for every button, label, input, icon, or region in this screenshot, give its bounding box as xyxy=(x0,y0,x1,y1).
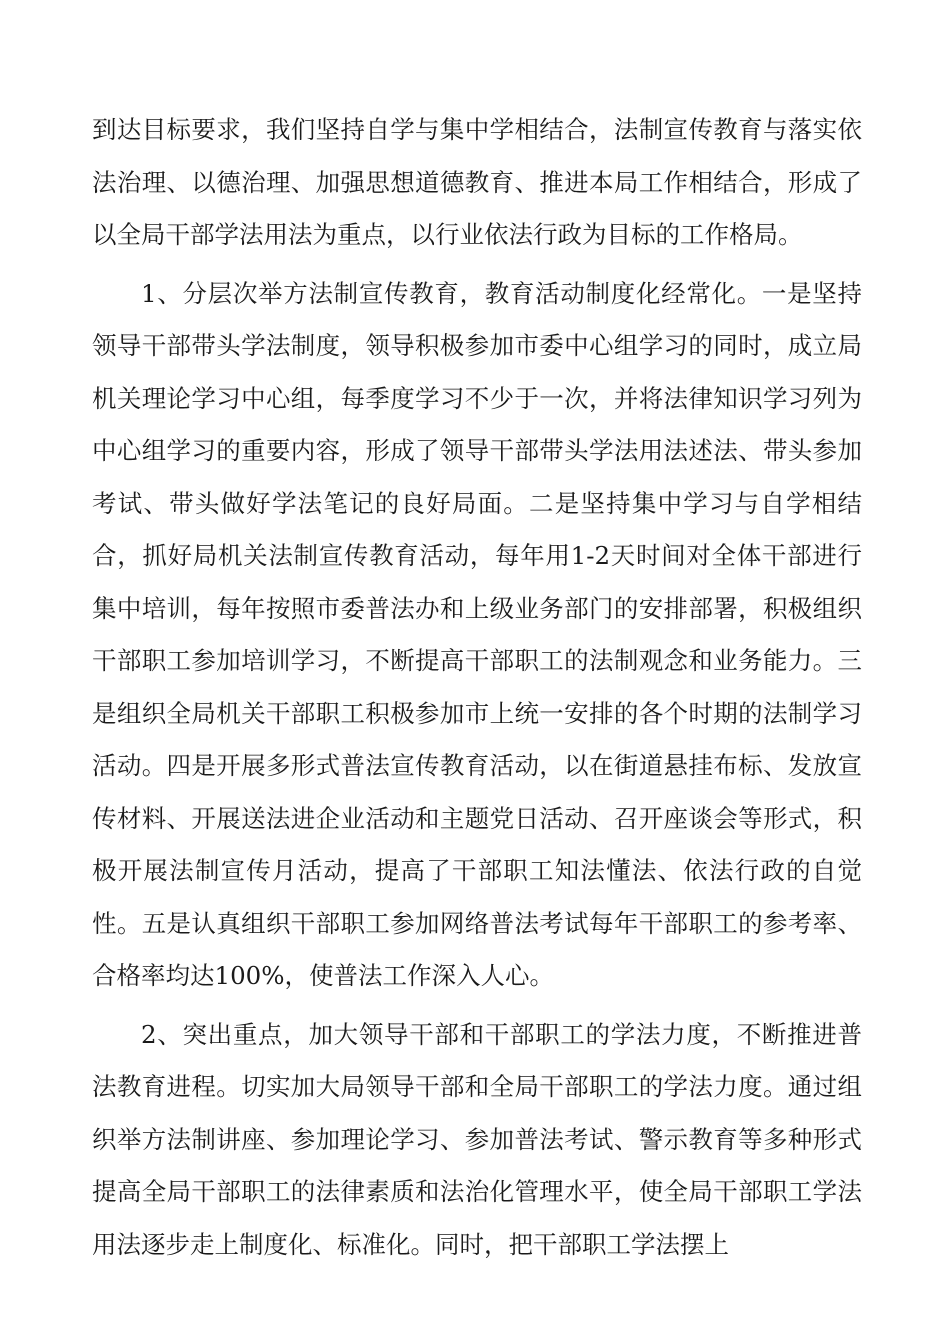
document-body xyxy=(92,104,862,1271)
paragraph-section-1: 1、分层次举方法制宣传教育，教育活动制度化经常化。一是坚持领导干部带头学法制度，领导积极参加市委中心组学习的同时，成立局机关理论学习中心组，每季度学习不少于一次，并将法律知识学习列为中心组学习的重要内容，形成了领导干部带头学法用法述法、带头参加考试、带头做好学法笔记的良好局面。二是坚持集中学习与自学相结合，抓好局机关法制宣传教育活动，每年用1-2天时间对全体干部进行集中培训，每年按照市委普法办和上级业务部门的安排部署，积极组织干部职工参加培训学习，不断提高干部职工的法制观念和业务能力。三是组织全局机关干部职工积极参加市上统一安排的各个时期的法制学习活动。四是开展多形式普法宣传教育活动，以在街道悬挂布标、发放宣传材料、开展送法进企业活动和主题党日活动、召开座谈会等形式，积极开展法制宣传月活动，提高了干部职工知法懂法、依法行政的自觉性。五是认真组织干部职工参加网络普法考试每年干部职工的参考率、合格率均达100%，使普法工作深入人心。 xyxy=(92,278,862,990)
paragraph-section-2: 2、突出重点，加大领导干部和干部职工的学法力度，不断推进普法教育进程。切实加大局领导干部和全局干部职工的学法力度。通过组织举方法制讲座、参加理论学习、参加普法考试、警示教育等多种形式提高全局干部职工的法律素质和法治化管理水平，使全局干部职工学法用法逐步走上制度化、标准化。同时，把干部职工学法摆上 xyxy=(92,1019,862,1259)
paragraph-intro-continued: 到达目标要求，我们坚持自学与集中学相结合，法制宣传教育与落实依法治理、以德治理、加强思想道德教育、推进本局工作相结合，形成了以全局干部学法用法为重点，以行业依法行政为目标的工作格局。 xyxy=(92,115,862,249)
